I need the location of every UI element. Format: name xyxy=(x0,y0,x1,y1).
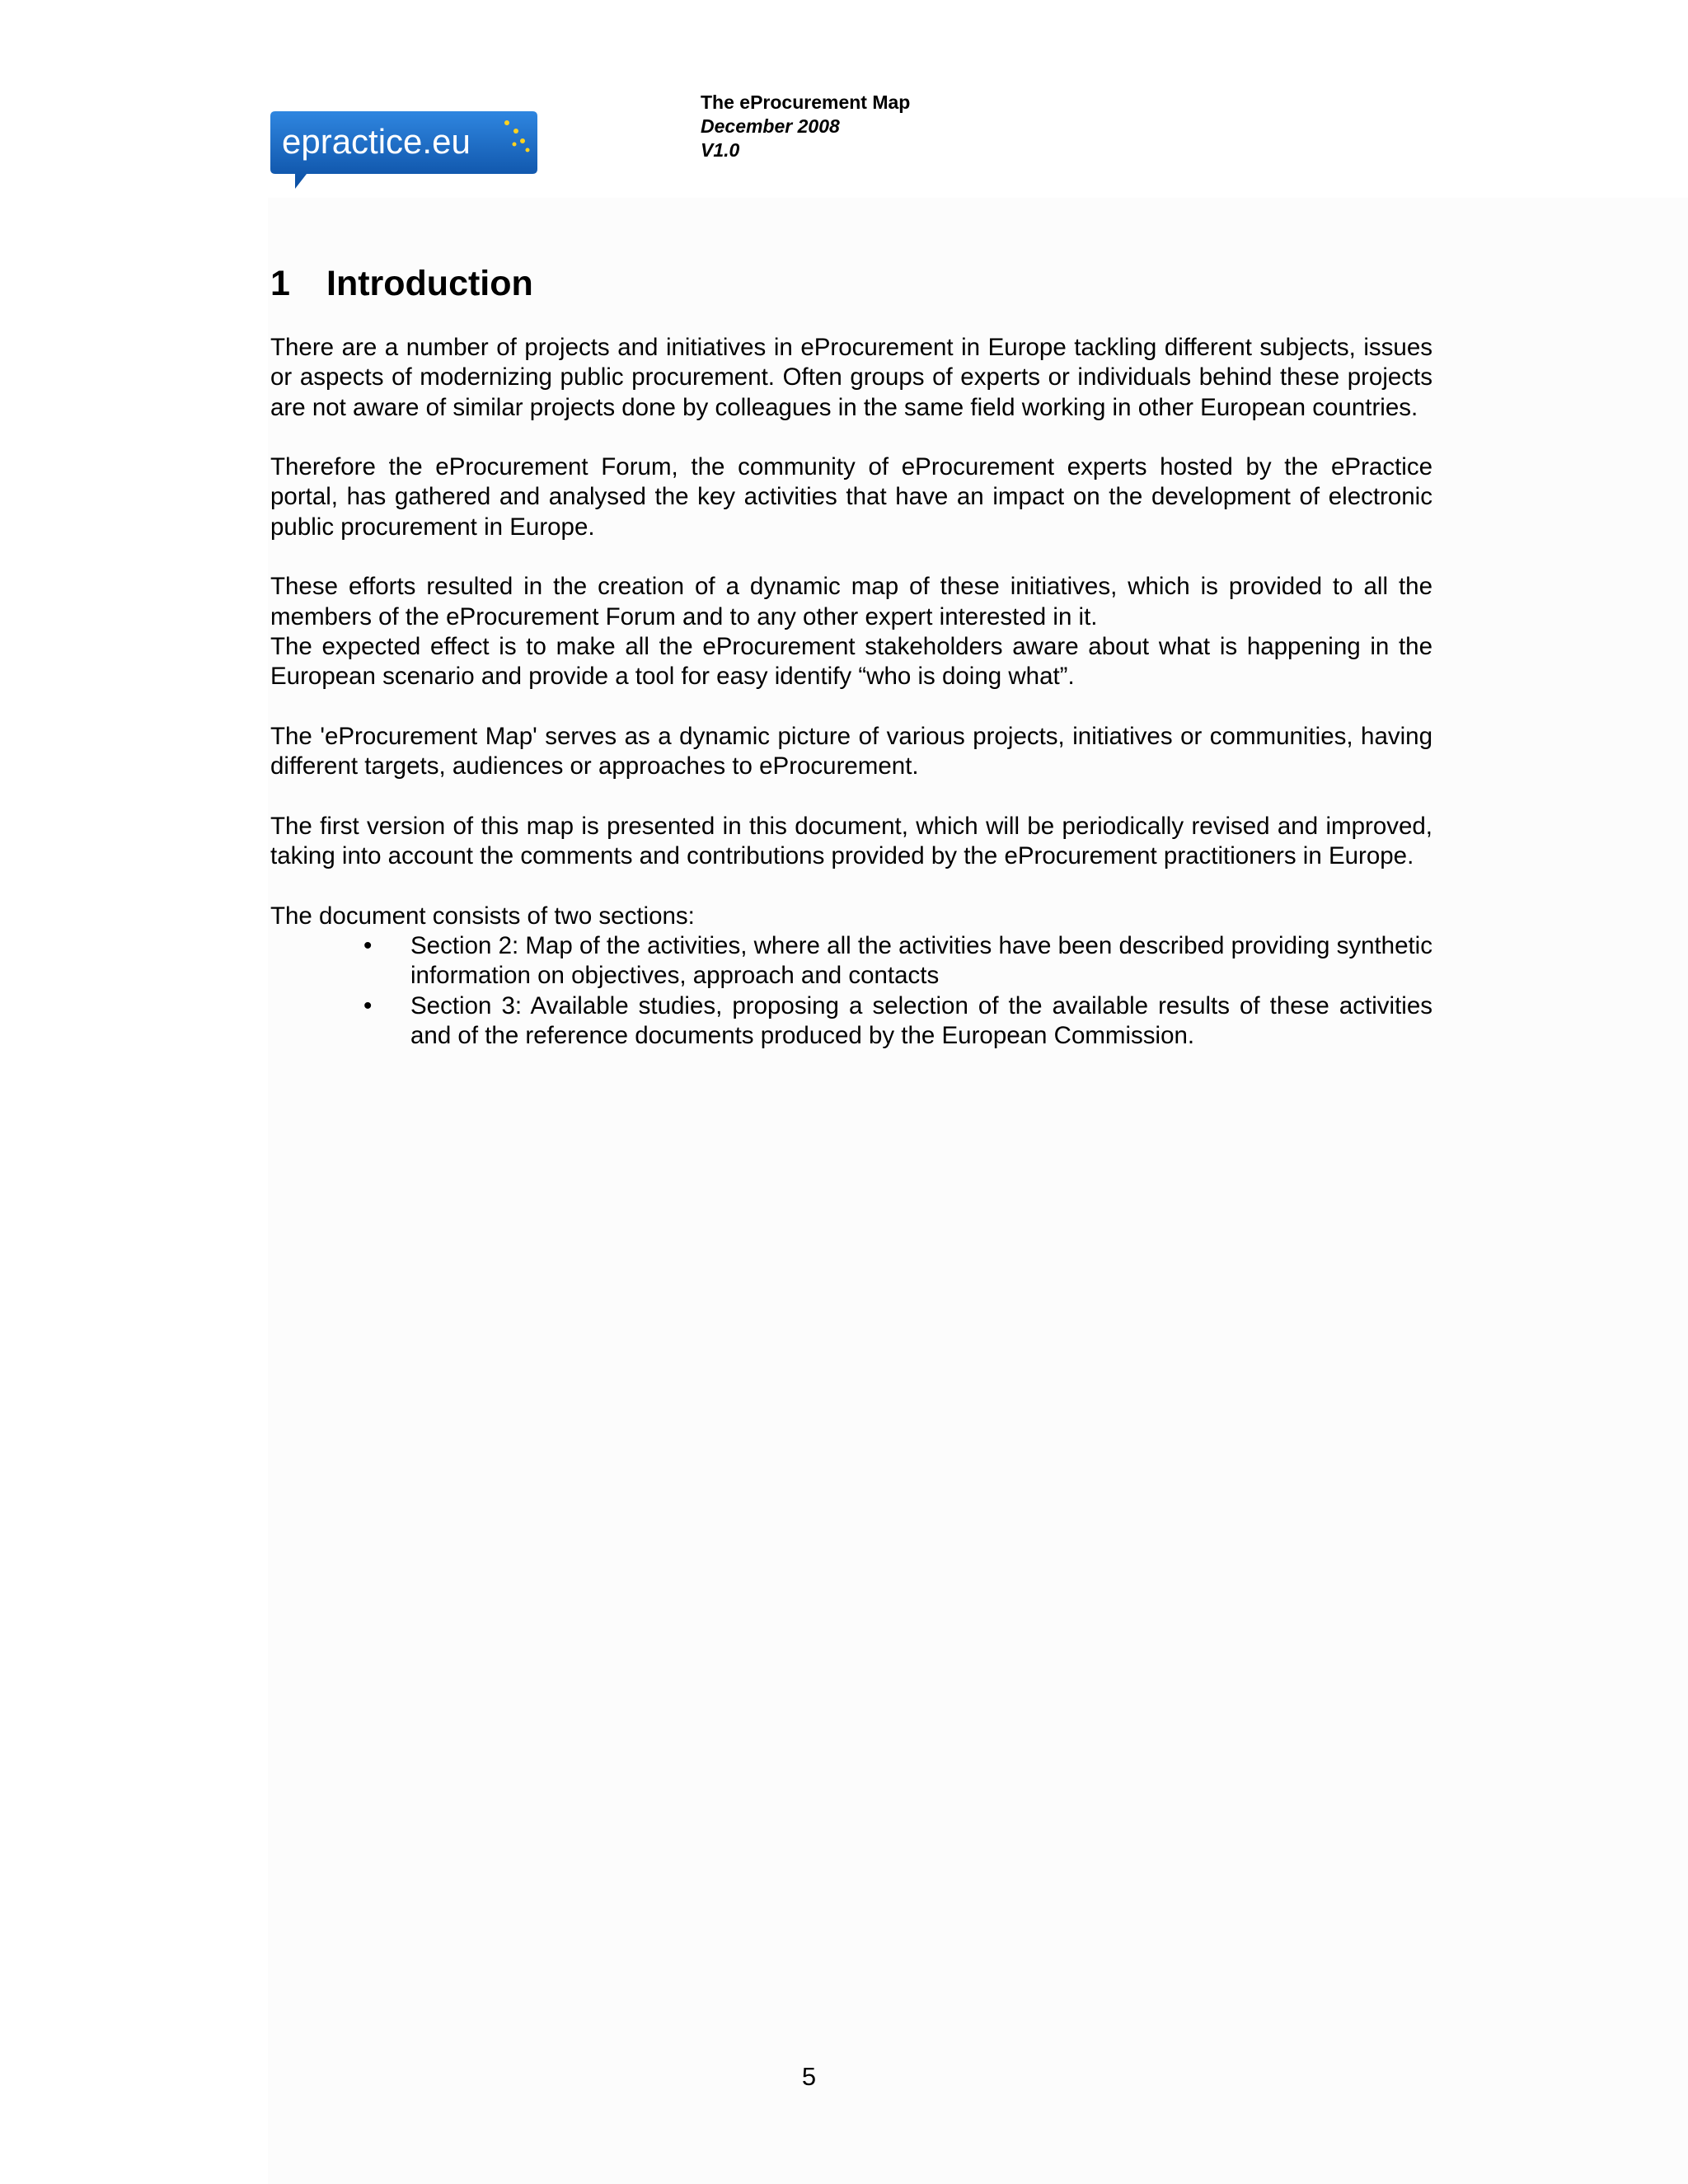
paragraph: The expected effect is to make all the eProcurement stakeholders aware about what is happening in the European scenario and provide a tool for easy identify “who is doing what”. xyxy=(270,632,1432,691)
list-item: • Section 2: Map of the activities, where all the activities have been described providing synthetic information on objectives, approach and contacts xyxy=(410,931,1432,991)
document-title: The eProcurement Map xyxy=(701,91,911,113)
paragraph: The document consists of two sections: xyxy=(270,902,695,930)
paragraph: These efforts resulted in the creation of a dynamic map of these initiatives, which is provided to all the members of the eProcurement Forum and to any other expert interested in it. xyxy=(270,573,1432,630)
section-heading xyxy=(270,260,533,307)
sections-list xyxy=(270,931,1432,1051)
document-version: V1.0 xyxy=(701,139,740,161)
body-text xyxy=(270,333,1432,1051)
page-number: 5 xyxy=(801,2062,817,2091)
section-number: 1 xyxy=(270,264,290,303)
paragraph: The first version of this map is presented in this document, which will be periodically revised and improved, taking into account the comments and contributions provided by the eProcurement practitioners in Europe. xyxy=(270,812,1432,870)
document-header xyxy=(701,91,910,162)
paragraph: The 'eProcurement Map' serves as a dynamic picture of various projects, initiatives or communities, having different targets, audiences or approaches to eProcurement. xyxy=(270,722,1432,780)
list-item: • Section 3: Available studies, proposing a selection of the available results of these activities and of the reference documents produced by the European Commission. xyxy=(410,991,1432,1052)
paragraph: Therefore the eProcurement Forum, the community of eProcurement experts hosted by the ePractice portal, has gathered and analysed the key activities that have an impact on the development of electronic public procurement in Europe. xyxy=(270,453,1432,541)
logo-wordmark: epractice.eu xyxy=(282,122,471,161)
section-title: Introduction xyxy=(326,264,533,303)
epractice-logo xyxy=(270,111,537,190)
document-date: December 2008 xyxy=(701,115,840,137)
paragraph: There are a number of projects and initiatives in eProcurement in Europe tackling different subjects, issues or aspects of modernizing public procurement. Often groups of experts or individuals behind these projects are not aware of similar projects done by colleagues in the same field working in other European countries. xyxy=(270,334,1432,421)
